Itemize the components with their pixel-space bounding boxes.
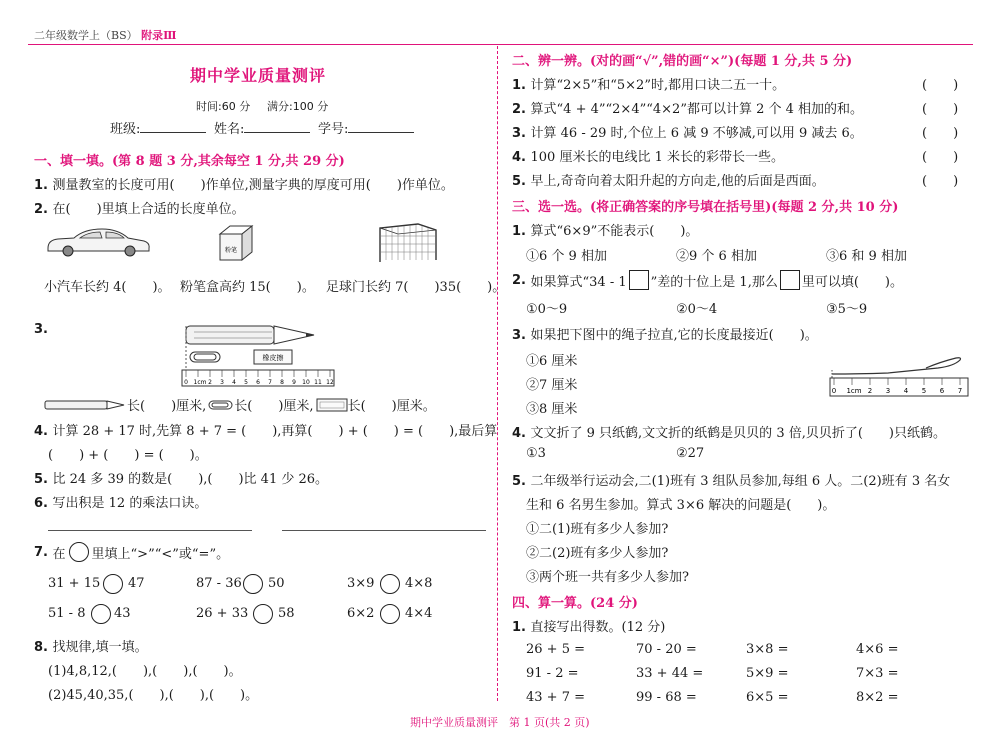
- ruler-tick: 11: [314, 379, 322, 386]
- compare-row-1: [48, 574, 488, 598]
- s2-item-5: 5. 早上,奇奇向着太阳升起的方向走,他的后面是西面。: [512, 174, 825, 189]
- compare-circle[interactable]: [253, 604, 273, 624]
- s3-q5-cont: 生和 6 名男生参加。算式 3×6 解决的问题是( )。: [526, 498, 836, 513]
- eraser-length: 长( )厘米。: [347, 399, 436, 414]
- ruler-tick: 5: [244, 379, 248, 386]
- answer-line-2[interactable]: [282, 530, 486, 531]
- chalk-label: 粉笔: [224, 247, 238, 254]
- page-header: [34, 27, 177, 43]
- s1-q2: 2. 在( )里填上合适的长度单位。: [34, 202, 245, 217]
- compare-circle-example: [69, 542, 89, 562]
- goal-image: [378, 222, 438, 264]
- s3-q5: 5. 二年级举行运动会,二(1)班有 3 组队员参加,每组 6 人。二(2)班有 3 名女: [512, 474, 951, 489]
- compare-circle[interactable]: [243, 574, 263, 594]
- id-field[interactable]: 学号:: [318, 118, 414, 137]
- page-footer: 期中学业质量测评 第 1 页(共 2 页): [410, 716, 590, 729]
- s3-q1-opt[interactable]: ②9 个 6 相加: [676, 249, 757, 264]
- car-image: [44, 224, 152, 258]
- s3-q4: 4. 文文折了 9 只纸鹤,文文折的纸鹤是贝贝的 3 倍,贝贝折了( )只纸鹤。: [512, 426, 946, 441]
- s3-q2-opt[interactable]: ②0～4: [676, 302, 718, 317]
- ruler-tick: 6: [256, 379, 260, 386]
- clip-icon: [208, 399, 234, 411]
- s3-q4-opt[interactable]: ②27: [676, 446, 705, 461]
- compare-circle[interactable]: [91, 604, 111, 624]
- s1-q1: 1. 测量教室的长度可用( )作单位,测量字典的厚度可用( )作单位。: [34, 178, 454, 193]
- ruler-tick: 10: [302, 379, 310, 386]
- header-rule: [28, 44, 973, 45]
- rope-tick: 2: [867, 387, 873, 395]
- compare-expr: 47: [128, 576, 145, 591]
- rope-tick: 1cm: [846, 387, 862, 395]
- calc-item[interactable]: 5×9 =: [746, 666, 789, 681]
- calc-item[interactable]: 70 - 20 =: [636, 642, 697, 657]
- s3-q2-opt[interactable]: ①0～9: [526, 302, 568, 317]
- answer-paren[interactable]: ( ): [922, 150, 959, 165]
- s2-item-4: 4. 100 厘米长的电线比 1 米长的彩带长一些。: [512, 150, 784, 165]
- name-field[interactable]: 姓名:: [214, 118, 310, 137]
- s3-q1: 1. 算式“6×9”不能表示( )。: [512, 224, 699, 239]
- digit-box[interactable]: [780, 270, 800, 290]
- s1-q2-car: 小汽车长约 4( )。: [44, 280, 171, 295]
- s3-q3: 3. 如果把下图中的绳子拉直,它的长度最接近( )。: [512, 328, 818, 343]
- section-1-title: 一、填一填。(第 8 题 3 分,其余每空 1 分,共 29 分): [34, 154, 345, 169]
- s3-q3-opt[interactable]: ③8 厘米: [526, 402, 578, 417]
- calc-item[interactable]: 6×5 =: [746, 690, 789, 705]
- calc-item[interactable]: 3×8 =: [746, 642, 789, 657]
- ruler-tick: 3: [220, 379, 224, 386]
- answer-paren[interactable]: ( ): [922, 102, 959, 117]
- compare-expr: 58: [278, 606, 295, 621]
- chalk-box-image: [216, 222, 256, 264]
- calc-item[interactable]: 99 - 68 =: [636, 690, 697, 705]
- section-3-title: 三、选一选。(将正确答案的序号填在括号里)(每题 2 分,共 10 分): [512, 200, 899, 215]
- pencil-length: 长( )厘米,: [127, 399, 207, 414]
- s3-q2-opt[interactable]: ③5～9: [826, 302, 868, 317]
- s1-q7: 7. 在 里填上“>”“<”或“=”。: [34, 542, 229, 562]
- answer-line-1[interactable]: [48, 530, 252, 531]
- section-4-title: 四、算一算。(24 分): [512, 596, 638, 611]
- digit-box[interactable]: [629, 270, 649, 290]
- compare-circle[interactable]: [103, 574, 123, 594]
- s1-q4-cont: ( ) + ( ) = ( )。: [48, 448, 208, 463]
- s2-item-3: 3. 计算 46 - 29 时,个位上 6 减 9 不够减,可以用 9 减去 6。: [512, 126, 863, 141]
- s3-q5-opt[interactable]: ②二(2)班有多少人参加?: [526, 546, 669, 561]
- ruler-tick: 4: [232, 379, 236, 386]
- s3-q5-opt[interactable]: ③两个班一共有多少人参加?: [526, 570, 689, 585]
- ruler-tick: 0: [184, 379, 188, 386]
- compare-expr: 31 + 15: [48, 576, 101, 591]
- page-title: 期中学业质量测评: [190, 66, 327, 85]
- calc-item[interactable]: 8×2 =: [856, 690, 899, 705]
- rope-tick: 5: [921, 387, 927, 395]
- meta-time: 时间:60 分: [196, 100, 251, 113]
- s3-q3-opt[interactable]: ①6 厘米: [526, 354, 578, 369]
- calc-item[interactable]: 91 - 2 =: [526, 666, 579, 681]
- calc-item[interactable]: 26 + 5 =: [526, 642, 585, 657]
- s1-q3-answer: [44, 395, 436, 414]
- s1-q5: 5. 比 24 多 39 的数是( ),( )比 41 少 26。: [34, 472, 329, 487]
- s1-q2-chalk: 粉笔盒高约 15( )。: [180, 280, 315, 295]
- s1-q2-goal: 足球门长约 7( )35( )。: [326, 280, 506, 295]
- calc-item[interactable]: 43 + 7 =: [526, 690, 585, 705]
- s1-q3-number: 3.: [34, 322, 48, 337]
- appendix-label: 附录Ⅲ: [141, 29, 177, 42]
- compare-expr: 4×8: [405, 576, 433, 591]
- ruler-tick: 8: [280, 379, 284, 386]
- compare-circle[interactable]: [380, 574, 400, 594]
- rope-tick: 3: [885, 387, 891, 395]
- s4-q1: 1. 直接写出得数。(12 分): [512, 620, 666, 635]
- pencil-icon: [44, 399, 126, 411]
- compare-expr: 6×2: [347, 606, 375, 621]
- compare-expr: 26 + 33: [196, 606, 249, 621]
- s1-q8a: (1)4,8,12,( ),( ),( )。: [48, 664, 242, 679]
- s3-q2: 2. 如果算式“34 - 1 ”差的十位上是 1,那么 里可以填( )。: [512, 270, 903, 290]
- compare-expr: 3×9: [347, 576, 375, 591]
- s3-q4-opt[interactable]: ①3: [526, 446, 546, 461]
- answer-paren[interactable]: ( ): [922, 174, 959, 189]
- rope-tick: 6: [939, 387, 945, 395]
- compare-expr: 4×4: [405, 606, 433, 621]
- calc-item[interactable]: 7×3 =: [856, 666, 899, 681]
- s2-item-2: 2. 算式“4 + 4”“2×4”“4×2”都可以计算 2 个 4 相加的和。: [512, 102, 864, 117]
- s1-q8: 8. 找规律,填一填。: [34, 640, 148, 655]
- compare-row-2: [48, 604, 488, 628]
- compare-expr: 87 - 36: [196, 576, 242, 591]
- rope-tick: 4: [903, 387, 909, 395]
- compare-expr: 51 - 8: [48, 606, 86, 621]
- answer-paren[interactable]: ( ): [922, 78, 959, 93]
- s3-q1-opt[interactable]: ③6 和 9 相加: [826, 249, 907, 264]
- q3-figure: [180, 322, 336, 388]
- eraser-label: 橡皮擦: [262, 354, 284, 362]
- compare-expr: 43: [114, 606, 131, 621]
- ruler-tick: 1cm: [193, 379, 207, 386]
- rope-tick: 0: [831, 387, 837, 395]
- rope-ruler-figure: [828, 354, 970, 400]
- eraser-icon: [316, 398, 348, 412]
- column-divider: [497, 46, 498, 701]
- answer-paren[interactable]: ( ): [922, 126, 959, 141]
- section-2-title: 二、辨一辨。(对的画“√”,错的画“×”)(每题 1 分,共 5 分): [512, 54, 853, 69]
- clip-length: 长( )厘米,: [234, 399, 314, 414]
- meta-full: 满分:100 分: [267, 100, 329, 113]
- ruler-tick: 2: [208, 379, 212, 386]
- s3-q5-opt[interactable]: ①二(1)班有多少人参加?: [526, 522, 669, 537]
- s3-q3-opt[interactable]: ②7 厘米: [526, 378, 578, 393]
- rope-tick: 7: [957, 387, 963, 395]
- s3-q1-opt[interactable]: ①6 个 9 相加: [526, 249, 607, 264]
- grade-label: 二年级数学上（BS）: [34, 29, 138, 42]
- s1-q4: 4. 计算 28 + 17 时,先算 8 + 7 = ( ),再算( ) + ( ) = ( ),最后算: [34, 424, 498, 439]
- s1-q6: 6. 写出积是 12 的乘法口诀。: [34, 496, 208, 511]
- ruler-tick: 9: [292, 379, 296, 386]
- s2-item-1: 1. 计算“2×5”和“5×2”时,都用口诀二五一十。: [512, 78, 786, 93]
- calc-item[interactable]: 33 + 44 =: [636, 666, 704, 681]
- compare-expr: 50: [268, 576, 285, 591]
- s1-q8b: (2)45,40,35,( ),( ),( )。: [48, 688, 259, 703]
- ruler-tick: 12: [326, 379, 334, 386]
- class-field[interactable]: 班级:: [110, 118, 206, 137]
- compare-circle[interactable]: [380, 604, 400, 624]
- ruler-tick: 7: [268, 379, 272, 386]
- calc-item[interactable]: 4×6 =: [856, 642, 899, 657]
